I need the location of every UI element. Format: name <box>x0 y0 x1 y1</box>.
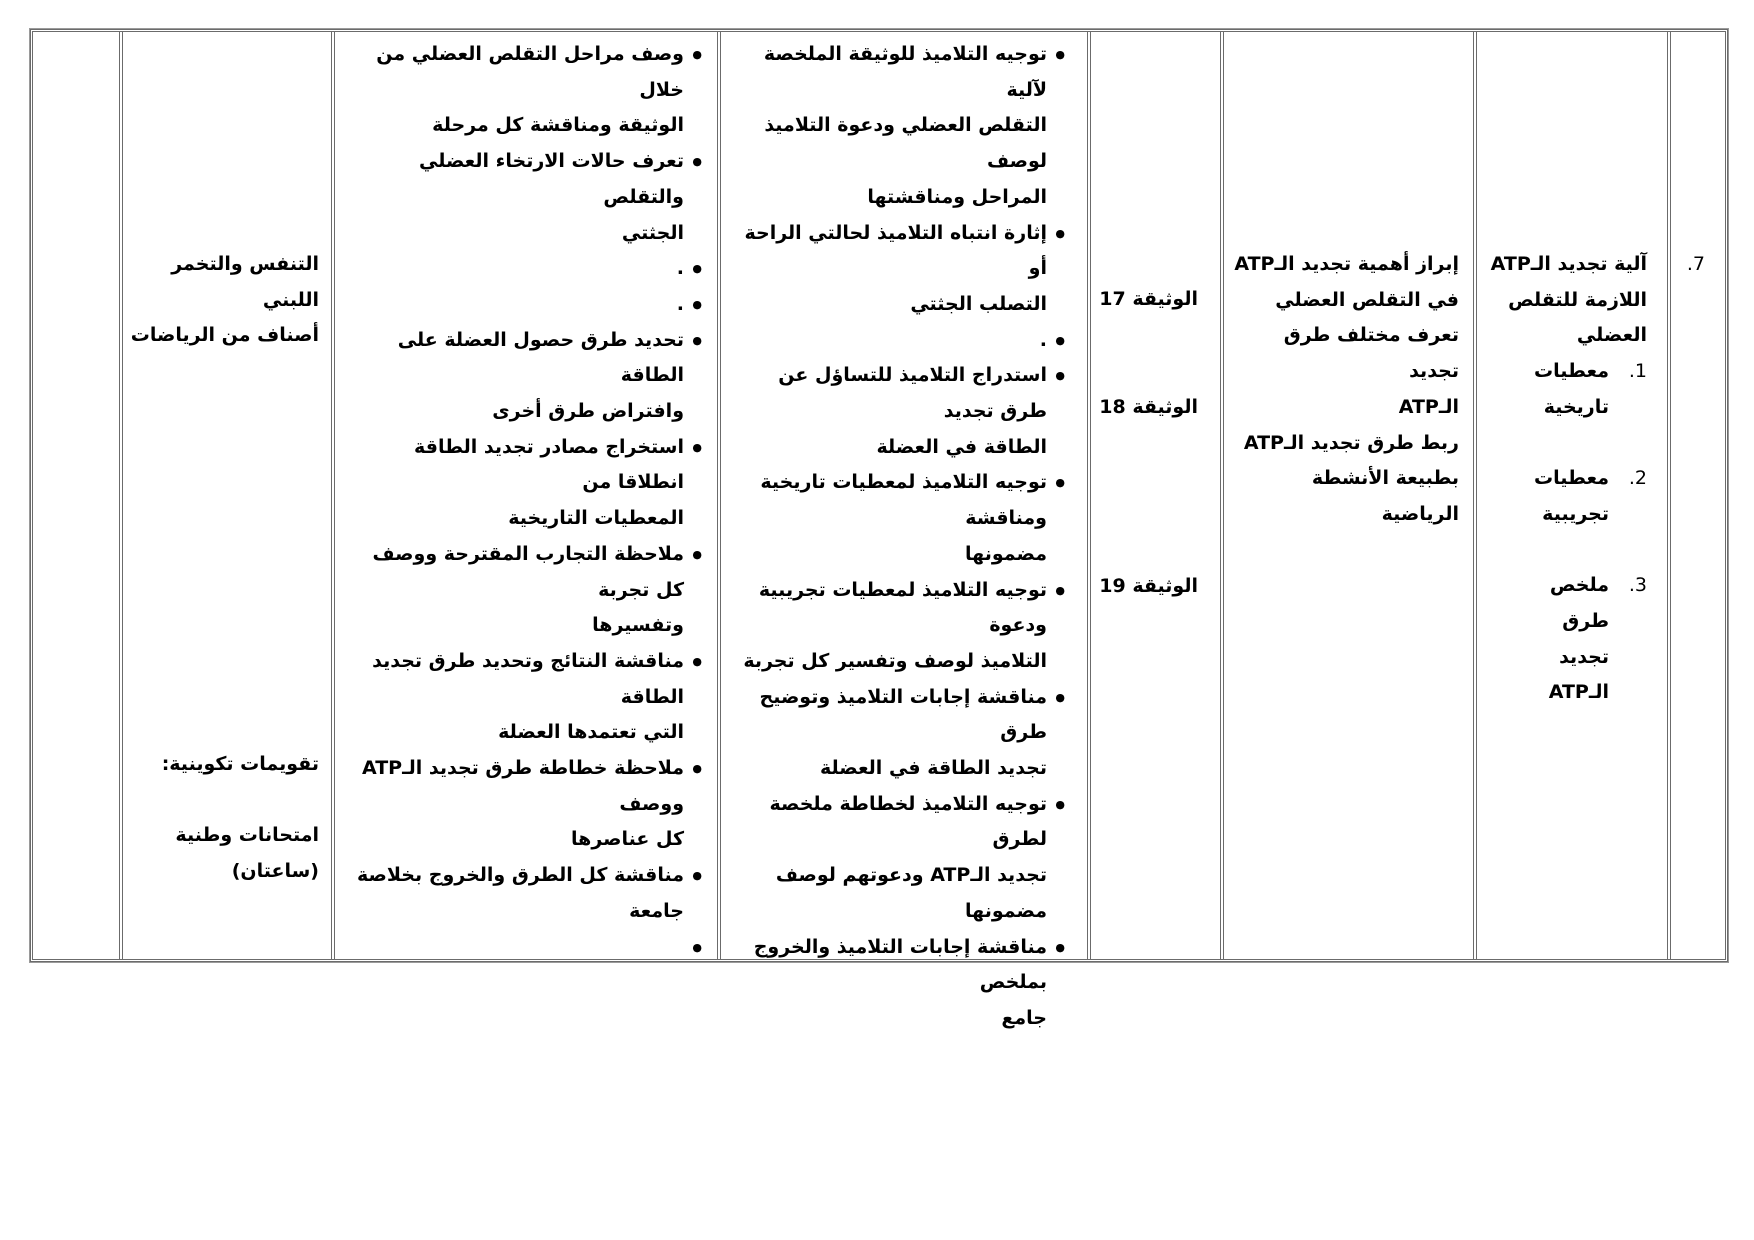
learner-activity: ● . <box>342 251 702 287</box>
exam-line: امتحانات وطنية <box>175 824 319 847</box>
goal-line: الـATP <box>1398 395 1459 418</box>
title-line: آلية تجديد الـATP <box>1490 253 1647 275</box>
lesson-table <box>30 29 1728 1029</box>
evaluation-block <box>129 747 319 890</box>
sub-item-number: 3. <box>1628 574 1647 597</box>
exam-line: (ساعتان) <box>231 860 319 883</box>
learner-activity: ● تعرف حالات الارتخاء العضلي والتقلص الجثتي <box>342 144 702 251</box>
learner-activities-list <box>342 37 702 965</box>
sub-item-text: ملخص طرق <box>1549 574 1609 632</box>
teacher-activity: ● مناقشة إجابات التلاميذ والخروج بملخص جامع <box>730 930 1065 1037</box>
teacher-activity: ● مناقشة إجابات التلاميذ وتوضيح طرق تجديد الطاقة في العضلة <box>730 680 1065 787</box>
goal-line: إبراز أهمية تجديد الـATP <box>1234 253 1459 275</box>
sub-item-text: تجديد الـATP <box>1548 645 1609 704</box>
goal-line: تعرف مختلف طرق تجديد <box>1283 324 1459 383</box>
goals-block <box>1234 247 1459 533</box>
prerequisite-line: التنفس والتخمر اللبني <box>171 253 319 311</box>
document-ref: الوثيقة 17 <box>1099 288 1198 310</box>
spacer <box>129 783 319 819</box>
teacher-activity: ● استدراج التلاميذ للتساؤل عن طرق تجديد الطاقة في العضلة <box>730 358 1065 465</box>
teacher-activity: ● إثارة انتباه التلاميذ لحالتي الراحة أو التصلب الجثتي <box>730 216 1065 323</box>
learner-activity: ● وصف مراحل التقلص العضلي من خلال الوثيقة ومناقشة كل مرحلة <box>342 37 702 144</box>
sub-item-text: معطيات تجريبية <box>1534 467 1609 525</box>
evaluation-label: تقويمات تكوينية: <box>161 753 319 775</box>
learner-activity: ● استخراج مصادر تجديد الطاقة انطلاقا من المعطيات التاريخية <box>342 430 702 537</box>
prerequisites-block <box>129 247 319 354</box>
title-block <box>1490 247 1647 711</box>
title-sub-list <box>1497 354 1647 711</box>
teacher-activity: ● توجيه التلاميذ لمعطيات تجريبية ودعوة التلاميذ لوصف وتفسير كل تجربة <box>730 573 1065 680</box>
sub-item-number: 1. <box>1628 360 1647 383</box>
sub-item <box>1497 568 1647 639</box>
goal-line: في التقلص العضلي <box>1275 288 1459 311</box>
learner-activity: ● مناقشة كل الطرق والخروج بخلاصة جامعة <box>342 858 702 929</box>
goals-cell <box>1220 32 1473 959</box>
document-ref: الوثيقة 19 <box>1099 575 1198 597</box>
empty-cell <box>33 32 119 959</box>
prerequisite-line: أصناف من الرياضات <box>130 324 319 347</box>
learner-activity: ● ملاحظة خطاطة طرق تجديد الـATP ووصف كل عناصرها <box>342 751 702 858</box>
learner-activity: ● . <box>342 287 702 323</box>
teacher-activity: ● توجيه التلاميذ للوثيقة الملخصة لآلية التقلص العضلي ودعوة التلاميذ لوصف المراحل ومناقشتها <box>730 37 1065 216</box>
teacher-activity: ● توجيه التلاميذ لمعطيات تاريخية ومناقشة مضمونها <box>730 465 1065 572</box>
teacher-activity: ● توجيه التلاميذ لخطاطة ملخصة لطرق تجديد الـATP ودعوتهم لوصف مضمونها <box>730 787 1065 930</box>
sub-item <box>1497 640 1647 711</box>
title-cell <box>1473 32 1667 959</box>
title-line: اللازمة للتقلص <box>1508 288 1647 311</box>
document-ref: الوثيقة 18 <box>1099 396 1198 418</box>
learner-activity: ● مناقشة النتائج وتحديد طرق تجديد الطاقة التي تعتمدها العضلة <box>342 644 702 751</box>
sub-item <box>1497 461 1647 532</box>
teacher-activities-list <box>730 37 1065 1037</box>
goal-line: ربط طرق تجديد الـATP <box>1243 431 1459 454</box>
sub-item-number: 2. <box>1628 467 1647 490</box>
row-number: 7. <box>1686 253 1705 275</box>
sub-item <box>1497 354 1647 425</box>
teacher-activity: ● . <box>730 323 1065 359</box>
learner-activity <box>342 930 702 966</box>
sub-item-text: معطيات تاريخية <box>1534 360 1609 418</box>
learner-activities-cell <box>331 32 717 959</box>
learner-activity: ● تحديد طرق حصول العضلة على الطاقة وافتراض طرق أخرى <box>342 323 702 430</box>
teacher-activities-cell <box>717 32 1087 1029</box>
row-number-cell <box>1667 32 1725 959</box>
learner-activity: ● ملاحظة التجارب المقترحة ووصف كل تجربة وتفسيرها <box>342 537 702 644</box>
prerequisites-cell <box>119 32 331 959</box>
documents-cell <box>1087 32 1220 959</box>
title-line: العضلي <box>1576 324 1647 347</box>
goal-line: بطبيعة الأنشطة الرياضية <box>1311 467 1459 525</box>
